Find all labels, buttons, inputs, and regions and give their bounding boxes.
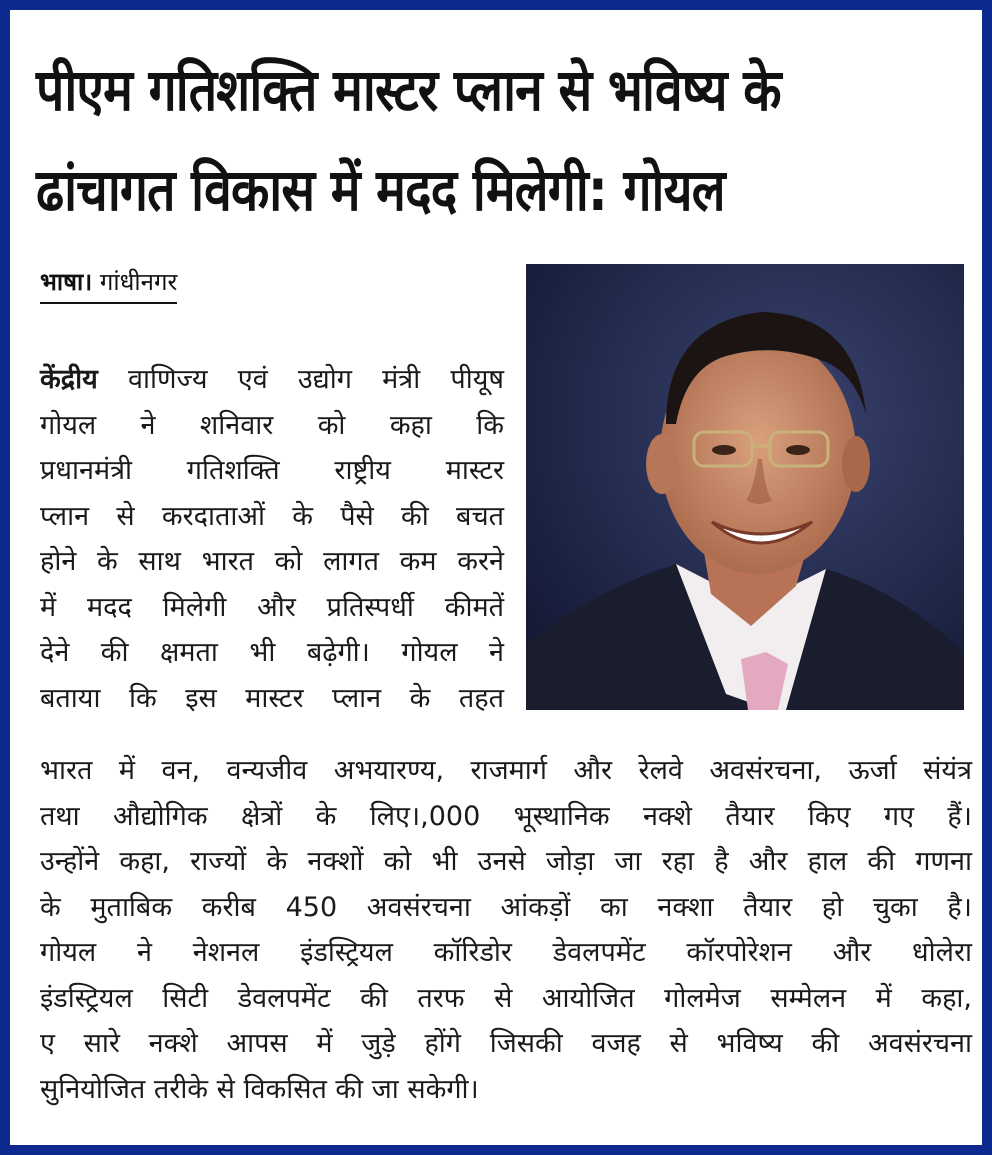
body-line: उन्होंने कहा, राज्यों के नक्शों को भी उनसे जोड़ा जा रहा है और हाल की गणना <box>40 846 972 877</box>
article-body-full-width <box>40 748 972 1112</box>
dateline-agency: भाषा। <box>40 268 93 296</box>
body-line: तथा औद्योगिक क्षेत्रों के लिए।,000 भूस्थानिक नक्शे तैयार किए गए हैं। <box>40 800 972 832</box>
column-line: में मदद मिलेगी और प्रतिस्पर्धी कीमतें <box>40 591 504 623</box>
dateline <box>40 264 177 304</box>
column-line: प्रधानमंत्री गतिशक्ति राष्ट्रीय मास्टर <box>40 455 504 486</box>
headline-line-2: ढांचागत विकास में मदद मिलेगी: गोयल <box>36 156 725 224</box>
body-line: भारत में वन, वन्यजीव अभयारण्य, राजमार्ग और रेलवे अवसंरचना, ऊर्जा संयंत्र <box>40 755 972 786</box>
dateline-place: गांधीनगर <box>99 268 178 296</box>
lead-word: केंद्रीय <box>40 364 98 395</box>
column-line: केंद्रीय वाणिज्य एवं उद्योग मंत्री पीयूष <box>40 364 504 395</box>
article-body-column <box>40 357 504 721</box>
body-line: के मुताबिक करीब 450 अवसंरचना आंकड़ों का नक्शा तैयार हो चुका है। <box>40 891 972 923</box>
column-line: देने की क्षमता भी बढ़ेगी। गोयल ने <box>40 637 504 668</box>
person-photo <box>526 264 964 710</box>
column-line: गोयल ने शनिवार को कहा कि <box>40 409 504 441</box>
headline-line-1: पीएम गतिशक्ति मास्टर प्लान से भविष्य के <box>36 56 781 124</box>
body-line: ए सारे नक्शे आपस में जुड़े होंगे जिसकी वजह से भविष्य की अवसंरचना <box>40 1028 972 1059</box>
column-line: प्लान से करदाताओं के पैसे की बचत <box>40 500 504 532</box>
body-line: गोयल ने नेशनल इंडस्ट्रियल कॉरिडोर डेवलपमेंट कॉरपोरेशन और धोलेरा <box>40 937 972 968</box>
column-line: होने के साथ भारत को लागत कम करने <box>40 546 504 577</box>
column-line: बताया कि इस मास्टर प्लान के तहत <box>40 682 504 714</box>
body-line: इंडस्ट्रियल सिटी डेवलपमेंट की तरफ से आयोजित गोलमेज सम्मेलन में कहा, <box>40 982 972 1014</box>
body-line: सुनियोजित तरीके से विकसित की जा सकेगी। <box>40 1073 479 1105</box>
article-headline <box>36 40 844 240</box>
portrait-image <box>526 264 964 710</box>
